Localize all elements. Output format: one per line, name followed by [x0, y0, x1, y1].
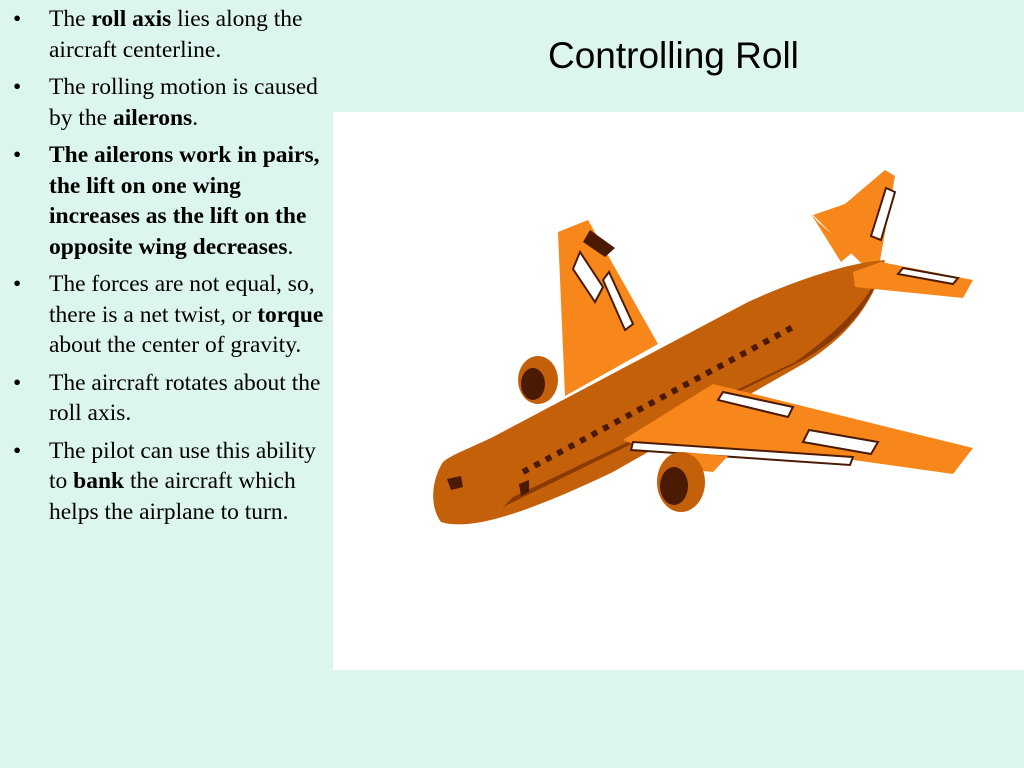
bullet-text: The rolling motion is caused by the — [49, 74, 318, 131]
bullet-text: . — [287, 233, 294, 260]
bullet-list — [0, 4, 330, 534]
bullet-item — [0, 269, 330, 361]
bullet-item — [0, 140, 330, 262]
engine-far-intake — [521, 368, 545, 400]
bullet-marker: • — [13, 142, 22, 168]
engine-near-intake — [660, 467, 688, 505]
bullet-bold-text: ailerons — [112, 104, 193, 131]
bullet-item — [0, 72, 330, 133]
bullet-text: The pilot can use this ability to — [49, 437, 316, 494]
bullet-marker: • — [13, 369, 22, 396]
slide-title: Controlling Roll — [548, 35, 799, 76]
bullet-bold-text: roll axis — [91, 6, 172, 32]
bullet-item — [0, 436, 330, 528]
bullet-text: The forces are not equal, so, there is a net twist, or — [49, 271, 315, 328]
bullet-text: lies along the aircraft centerline. — [49, 6, 303, 63]
bullet-bold-text: The ailerons work in pairs, the lift on one wing increases as the lift on the opposite wing decreases — [49, 142, 320, 260]
bullet-bold-text: torque — [257, 301, 324, 328]
bullet-text: The aircraft rotates about the roll axis. — [49, 369, 321, 426]
bullet-text: the aircraft which helps the airplane to turn. — [49, 468, 296, 525]
bullet-marker: • — [13, 271, 22, 297]
bullet-item — [0, 4, 330, 65]
bullet-text: . — [192, 104, 199, 131]
airplane-figure — [333, 112, 1024, 670]
bullet-marker: • — [13, 6, 22, 32]
bullet-text: The — [49, 6, 92, 32]
airplane-illustration — [333, 112, 1024, 670]
bullet-item — [0, 368, 330, 429]
bullet-bold-text: bank — [73, 468, 125, 494]
bullet-text: about the center of gravity. — [49, 332, 302, 358]
bullet-marker: • — [13, 74, 22, 100]
bullet-marker: • — [13, 437, 22, 464]
